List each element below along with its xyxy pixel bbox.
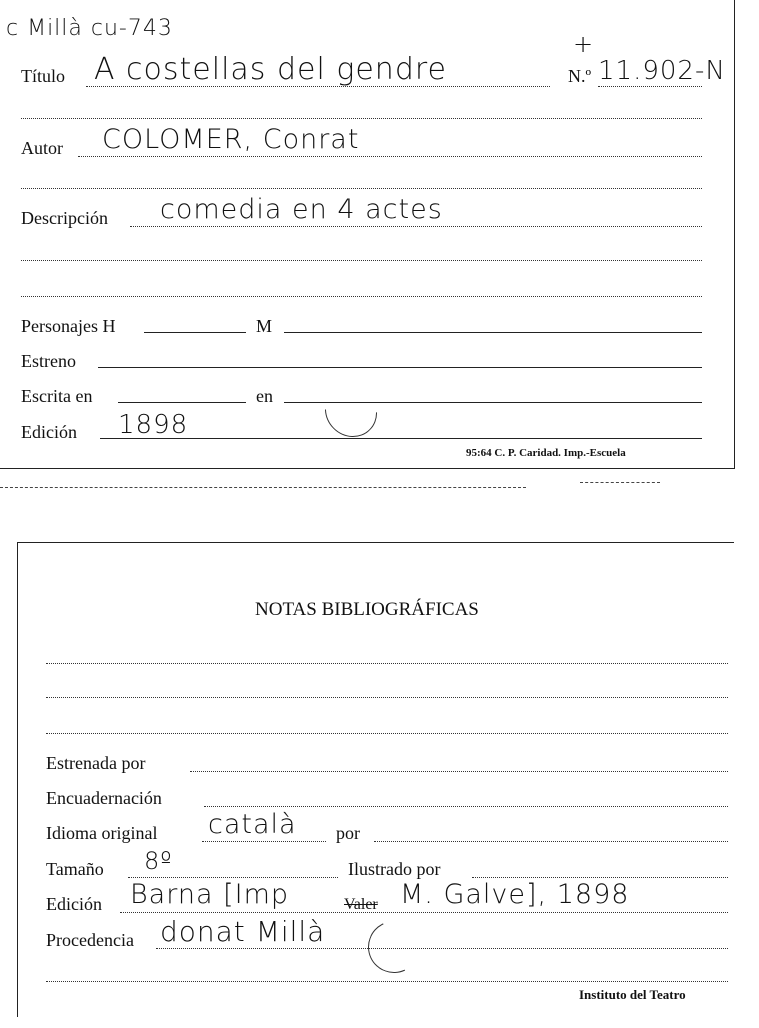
edicion-struck-word: Valer (344, 896, 378, 913)
autor-label: Autor (21, 138, 63, 158)
edicion-value-a: Barna [Imp (130, 879, 290, 910)
catalog-card-top (0, 0, 735, 469)
edicion-label-2: Edición (46, 894, 102, 914)
personajes-label: Personajes H (21, 316, 116, 336)
escrita-label: Escrita en (21, 386, 93, 406)
estreno-label: Estreno (21, 351, 76, 371)
escrita-en-label: en (256, 386, 273, 406)
titulo-label: Título (21, 66, 65, 86)
personajes-m-label: M (256, 316, 273, 336)
estrenada-label: Estrenada por (46, 753, 146, 773)
ilustrado-label: Ilustrado por (348, 859, 441, 879)
edicion-label: Edición (21, 422, 77, 442)
edicion-value: 1898 (118, 410, 189, 440)
printer-imprint: 95:64 C. P. Caridad. Imp.-Escuela (466, 447, 626, 459)
encuadernacion-label: Encuadernación (46, 788, 162, 808)
tamano-label: Tamaño (46, 859, 104, 879)
autor-value: COLOMER, Conrat (102, 124, 360, 155)
institution-name: Instituto del Teatro (579, 987, 686, 1002)
titulo-value: A costellas del gendre (94, 52, 447, 87)
tamano-value: 8º (144, 847, 173, 875)
descripcion-label: Descripción (21, 208, 108, 228)
edicion-value-b: M. Galve], 1898 (400, 879, 630, 910)
numero-value: 11.902-N (598, 56, 726, 86)
punch-hole-mark-2 (361, 914, 428, 981)
notas-heading: NOTAS BIBLIOGRÁFICAS (255, 599, 479, 620)
idioma-label: Idioma original (46, 823, 158, 843)
punch-hole-mark (314, 374, 388, 448)
cut-line (0, 487, 526, 488)
archive-reference: c Millà cu-743 (6, 16, 173, 41)
procedencia-value: donat Millà (160, 915, 326, 948)
catalog-card-bottom (17, 542, 734, 1017)
descripcion-value: comedia en 4 actes (160, 194, 443, 225)
idioma-value: català (208, 809, 297, 840)
cross-mark: + (573, 30, 595, 58)
por-label: por (336, 823, 360, 843)
procedencia-label: Procedencia (46, 930, 134, 950)
numero-label: N.º (568, 66, 592, 86)
cut-line-right (580, 482, 660, 483)
